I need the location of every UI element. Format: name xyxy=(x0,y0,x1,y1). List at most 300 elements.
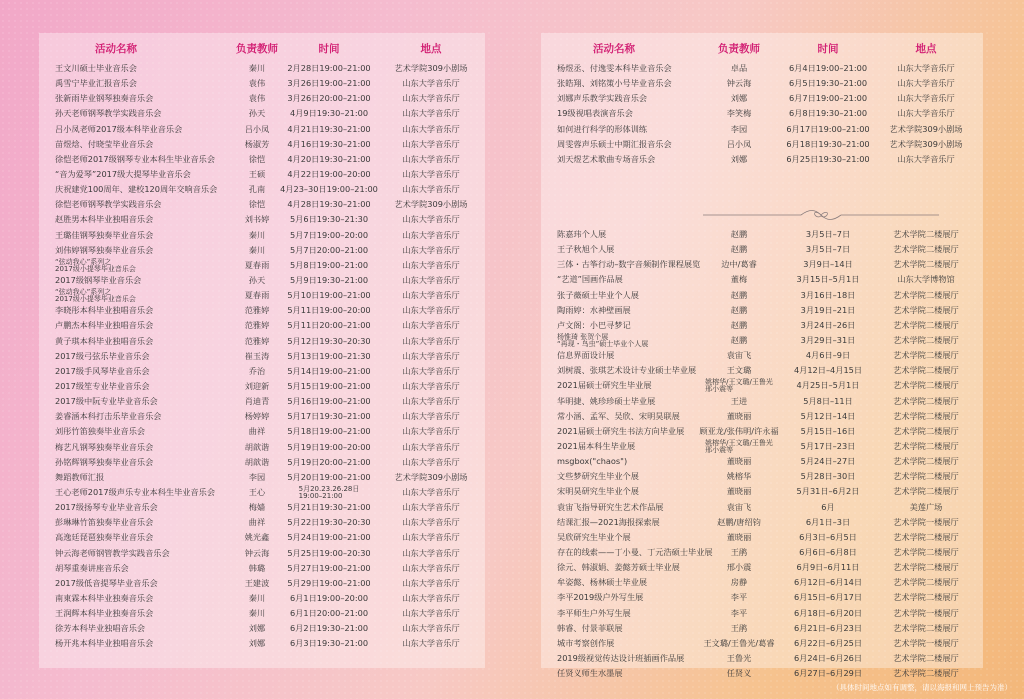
activity-name: “弦动我心”系列之 2017级小提琴毕业音乐会 xyxy=(55,257,136,273)
activity-name: 信息界面设计展 xyxy=(557,350,615,361)
activity-name: 三体・古筝行动–数字音频制作课程展览 xyxy=(557,259,701,270)
teacher: 李笑梅 xyxy=(726,108,752,119)
teacher: 赵鹏 xyxy=(730,334,748,345)
time: 5月24日19:00–21:00 xyxy=(287,532,371,543)
teacher: 王心 xyxy=(248,486,266,497)
time: 5月22日19:30–20:30 xyxy=(287,517,371,528)
activity-name: 杨惟琦 张贺个展 “再现・鸟虫”硕士毕业个人展 xyxy=(557,332,649,348)
teacher: 杨淑芳 xyxy=(244,138,270,149)
teacher: 钟云海 xyxy=(244,547,270,558)
time: 5月10日19:00–21:00 xyxy=(287,290,371,301)
location: 山东大学音乐厅 xyxy=(402,396,460,407)
activity-name: 钟云海老师钢管教学实践音乐会 xyxy=(55,547,170,558)
concert-row xyxy=(39,197,485,212)
exhibition-row xyxy=(541,272,983,287)
activity-name: 文些梦研究生毕业个展 xyxy=(557,471,639,482)
location: 山东大学音乐厅 xyxy=(402,441,460,452)
location: 山东大学音乐厅 xyxy=(402,517,460,528)
teacher: 王文璐 xyxy=(726,365,752,376)
location: 艺术学院二楼展厅 xyxy=(893,425,959,436)
concert-row xyxy=(39,591,485,606)
location: 艺术学院二楼展厅 xyxy=(893,380,959,391)
teacher: 李园 xyxy=(730,123,748,134)
exhibition-row xyxy=(541,454,983,469)
location: 山东大学音乐厅 xyxy=(402,138,460,149)
teacher: 刘迎新 xyxy=(244,380,270,391)
exhibition-row xyxy=(541,394,983,409)
teacher: 钟云海 xyxy=(726,78,752,89)
activity-name: 陶雨婷：水神壁画展 xyxy=(557,304,631,315)
location: 山东大学音乐厅 xyxy=(402,638,460,649)
activity-name: 姜睿涵本科打击乐毕业音乐会 xyxy=(55,411,162,422)
concert-row xyxy=(39,61,485,76)
time: 3月26日19:00–21:00 xyxy=(287,78,371,89)
location: 艺术学院二楼展厅 xyxy=(893,592,959,603)
time: 3月29日–31日 xyxy=(800,334,856,345)
activity-name: 刘天煜艺术歌曲专场音乐会 xyxy=(557,153,656,164)
activity-name: “弦动我心”系列之 2017级小提琴毕业音乐会 xyxy=(55,288,136,304)
teacher: 董晓丽 xyxy=(726,486,752,497)
time: 5月13日19:00–21:30 xyxy=(287,350,371,361)
location: 山东大学博物馆 xyxy=(897,274,955,285)
teacher: 刘娜 xyxy=(730,93,748,104)
time: 6月3日19:30–21:00 xyxy=(289,638,369,649)
location: 艺术学院二楼展厅 xyxy=(893,486,959,497)
time: 6月21日–6月23日 xyxy=(793,622,863,633)
exhibition-row xyxy=(541,257,983,272)
time: 6月1日19:00–20:00 xyxy=(289,592,369,603)
concert-row xyxy=(541,137,983,152)
location: 艺术学院二楼展厅 xyxy=(893,456,959,467)
exhibition-row xyxy=(541,590,983,605)
activity-name: 陈嘉玮个人展 xyxy=(557,229,607,239)
activity-name: 庆祝建党100周年、建校120周年交响音乐会 xyxy=(55,184,218,195)
concert-row xyxy=(39,621,485,636)
exhibition-row xyxy=(541,606,983,621)
activity-name: 徐恺老师钢琴教学实践音乐会 xyxy=(55,199,162,210)
activity-name: 张子薇硕士毕业个人展 xyxy=(557,289,639,300)
location: 艺术学院二楼展厅 xyxy=(893,334,959,345)
teacher: 顾亚龙/张伟明/许永福 xyxy=(699,425,779,436)
time: 6月1日20:00–21:00 xyxy=(289,608,369,619)
location: 山东大学音乐厅 xyxy=(402,608,460,619)
time: 6月24日–6月26日 xyxy=(793,652,863,663)
teacher: 秦川 xyxy=(248,608,266,619)
location: 艺术学院二楼展厅 xyxy=(893,319,959,330)
teacher: 赵鹏 xyxy=(730,244,748,255)
teacher: 赵鹏 xyxy=(730,319,748,330)
teacher: 王文璐/王鲁光/葛睿 xyxy=(703,637,775,648)
location: 艺术学院二楼展厅 xyxy=(893,259,959,270)
teacher: 董晓丽 xyxy=(726,456,752,467)
time: 5月7日20:00–21:00 xyxy=(289,244,369,255)
activity-name: 任贤义师生水墨展 xyxy=(557,668,623,679)
activity-name: 2017级扬琴专业毕业音乐会 xyxy=(55,502,158,513)
activity-name: 刘伟婷钢琴独奏毕业音乐会 xyxy=(55,244,154,255)
time: 5月16日19:00–21:00 xyxy=(287,396,371,407)
activity-name: 如何进行科学的形体训练 xyxy=(557,123,648,134)
activity-name: 吴欣研究生毕业个展 xyxy=(557,531,631,542)
location: 山东大学音乐厅 xyxy=(402,305,460,316)
location: 艺术学院二楼展厅 xyxy=(893,577,959,588)
teacher: 赵鹏/唐绍钧 xyxy=(717,516,761,527)
teacher: 王鹃 xyxy=(730,546,748,557)
location: 艺术学院二楼展厅 xyxy=(893,562,959,573)
teacher: 袁伟 xyxy=(248,93,266,104)
activity-name: 舞蹈教师汇报 xyxy=(55,471,105,482)
time: 3月9日–14日 xyxy=(803,259,853,270)
location: 山东大学音乐厅 xyxy=(402,244,460,255)
location: 山东大学音乐厅 xyxy=(402,290,460,301)
concert-row xyxy=(39,122,485,137)
location: 艺术学院二楼展厅 xyxy=(893,622,959,633)
time: 6月5日19:30–21:00 xyxy=(788,78,868,89)
right-exhibition-list xyxy=(541,227,983,681)
activity-name: 李平师生户外写生展 xyxy=(557,607,631,618)
activity-name: 宋明昊研究生毕业个展 xyxy=(557,486,639,497)
location: 艺术学院二楼展厅 xyxy=(893,350,959,361)
concert-row xyxy=(39,485,485,500)
activity-name: 2017级手风琴毕业音乐会 xyxy=(55,365,150,376)
teacher: 刘娜 xyxy=(730,153,748,164)
location: 艺术学院309小剧场 xyxy=(889,123,963,134)
concert-row xyxy=(541,106,983,121)
exhibition-row xyxy=(541,227,983,242)
time: 6月 xyxy=(821,501,835,512)
time: 2月28日19:00–21:00 xyxy=(287,63,371,73)
activity-name: “音为爱琴”2017级大提琴毕业音乐会 xyxy=(55,168,191,179)
time: 5月19日19:00–20:00 xyxy=(287,441,371,452)
activity-name: msgbox("chaos") xyxy=(557,456,628,467)
concert-row xyxy=(39,394,485,409)
time: 6月15日–6月17日 xyxy=(793,592,863,603)
exhibition-row xyxy=(541,484,983,499)
teacher: 徐恺 xyxy=(248,153,266,164)
concert-row xyxy=(39,228,485,243)
teacher: 秦川 xyxy=(248,63,266,73)
activity-name: 华明捷、姚珍珍硕士毕业展 xyxy=(557,395,656,406)
time: 5月14日19:00–21:00 xyxy=(287,365,371,376)
location: 山东大学音乐厅 xyxy=(402,184,460,195)
exhibition-row xyxy=(541,651,983,666)
header-time: 时间 xyxy=(318,43,340,55)
teacher: 刘娜 xyxy=(248,623,266,634)
teacher: 任贤义 xyxy=(726,668,752,679)
teacher: 房静 xyxy=(730,577,748,588)
header-location: 地点 xyxy=(420,43,442,55)
teacher: 董晓丽 xyxy=(726,410,752,421)
time: 4月28日19:30–21:00 xyxy=(287,199,371,210)
concert-row xyxy=(39,530,485,545)
location: 山东大学音乐厅 xyxy=(402,274,460,285)
concert-row xyxy=(39,515,485,530)
header-teacher: 负责教师 xyxy=(236,43,278,55)
time: 6月22日–6月25日 xyxy=(793,637,863,648)
time: 6月18日–6月20日 xyxy=(793,607,863,618)
exhibition-row xyxy=(541,318,983,333)
location: 山东大学音乐厅 xyxy=(402,547,460,558)
time: 4月25日–5月1日 xyxy=(796,380,860,391)
exhibition-row xyxy=(541,530,983,545)
location: 山东大学音乐厅 xyxy=(402,486,460,497)
concert-row xyxy=(39,167,485,182)
exhibition-row xyxy=(541,333,983,348)
activity-name: 2021届硕士研究生书法方向毕业展 xyxy=(557,425,685,436)
concert-row xyxy=(39,500,485,515)
location: 山东大学音乐厅 xyxy=(402,214,460,225)
concert-row xyxy=(39,288,485,303)
header-teacher: 负责教师 xyxy=(718,43,760,55)
teacher: 刘书婷 xyxy=(244,214,270,225)
activity-name: 徐芳本科毕业独唱音乐会 xyxy=(55,623,146,634)
location: 山东大学音乐厅 xyxy=(402,229,460,240)
time: 5月17日–23日 xyxy=(800,440,856,451)
location: 山东大学音乐厅 xyxy=(402,168,460,179)
location: 山东大学音乐厅 xyxy=(402,532,460,543)
time: 6月27日–6月29日 xyxy=(793,668,863,679)
teacher: 乔治 xyxy=(248,365,266,376)
location: 山东大学音乐厅 xyxy=(402,380,460,391)
location: 山东大学音乐厅 xyxy=(402,93,460,104)
location: 山东大学音乐厅 xyxy=(402,411,460,422)
activity-name: 禹雪宁毕业汇报音乐会 xyxy=(55,78,137,89)
time: 6月8日19:30–21:00 xyxy=(788,108,868,119)
concert-row xyxy=(39,606,485,621)
header-activity-name: 活动名称 xyxy=(95,43,137,55)
activity-name: 2017级中阮专业毕业音乐会 xyxy=(55,396,158,407)
location: 山东大学音乐厅 xyxy=(402,153,460,164)
concert-row xyxy=(39,258,485,273)
activity-name: 2017级钢琴毕业音乐会 xyxy=(55,274,142,285)
teacher: 袁宙飞 xyxy=(726,350,752,361)
concert-row xyxy=(541,122,983,137)
activity-name: 2021届本科生毕业展 xyxy=(557,440,636,451)
location: 艺术学院二楼展厅 xyxy=(893,410,959,421)
time: 6月3日–6月5日 xyxy=(799,531,857,542)
exhibition-row xyxy=(541,288,983,303)
right-schedule-panel xyxy=(541,33,983,679)
exhibition-row xyxy=(541,378,983,393)
time: 5月27日19:00–21:00 xyxy=(287,562,371,573)
teacher: 肖迪青 xyxy=(244,396,270,407)
concert-row xyxy=(39,137,485,152)
teacher: 孔南 xyxy=(248,184,266,195)
concert-row xyxy=(541,91,983,106)
time: 5月15日19:00–21:00 xyxy=(287,380,371,391)
header-activity-name: 活动名称 xyxy=(593,43,635,55)
teacher: 范雅婷 xyxy=(244,320,270,331)
location: 山东大学音乐厅 xyxy=(402,350,460,361)
teacher: 赵鹏 xyxy=(730,229,748,239)
activity-name: 2017级弓弦乐毕业音乐会 xyxy=(55,350,150,361)
location: 山东大学音乐厅 xyxy=(402,108,460,119)
location: 艺术学院二楼展厅 xyxy=(893,471,959,482)
teacher: 董晓丽 xyxy=(726,531,752,542)
teacher: 王进 xyxy=(730,395,748,406)
time: 5月19日20:00–21:00 xyxy=(287,456,371,467)
time: 6月17日19:00–21:00 xyxy=(786,123,870,134)
right-header-row xyxy=(541,41,983,57)
activity-name: 王子秋旭个人展 xyxy=(557,244,615,255)
activity-name: 刘彤竹笛独奏毕业音乐会 xyxy=(55,426,146,437)
teacher: 李平 xyxy=(730,607,748,618)
teacher: 范雅婷 xyxy=(244,305,270,316)
location: 艺术学院二楼展厅 xyxy=(893,395,959,406)
location: 艺术学院二楼展厅 xyxy=(893,668,959,679)
activity-name: 张新雨毕业钢琴独奏音乐会 xyxy=(55,93,154,104)
teacher: 夏春雨 xyxy=(244,259,270,270)
activity-name: 牟姿懿、杨林硕士毕业展 xyxy=(557,577,648,588)
time: 6月4日19:00–21:00 xyxy=(788,63,868,73)
time: 5月18日19:00–21:00 xyxy=(287,426,371,437)
exhibition-row xyxy=(541,560,983,575)
teacher: 赵鹏 xyxy=(730,304,748,315)
exhibition-row xyxy=(541,621,983,636)
teacher: 曲祥 xyxy=(248,517,266,528)
time: 4月21日19:30–21:00 xyxy=(287,123,371,134)
activity-name: 城市考察创作展 xyxy=(557,637,615,648)
exhibition-row xyxy=(541,515,983,530)
exhibition-row xyxy=(541,666,983,681)
location: 山东大学音乐厅 xyxy=(402,426,460,437)
location: 山东大学音乐厅 xyxy=(897,63,955,73)
teacher: 秦川 xyxy=(248,592,266,603)
teacher: 姚榕华/王文璐/王鲁光 邢小震等 xyxy=(705,438,773,454)
teacher: 范雅婷 xyxy=(244,335,270,346)
time: 6月7日19:00–21:00 xyxy=(788,93,868,104)
location: 艺术学院一楼展厅 xyxy=(893,516,959,527)
concert-row xyxy=(39,318,485,333)
location: 山东大学音乐厅 xyxy=(402,335,460,346)
activity-name: 李平2019级户外写生展 xyxy=(557,592,644,603)
activity-name: 高逸廷琵琶独奏毕业音乐会 xyxy=(55,532,154,543)
location: 艺术学院309小剧场 xyxy=(394,471,468,482)
teacher: 董梅 xyxy=(730,274,748,285)
time: 3月19日–21日 xyxy=(800,304,856,315)
time: 3月26日20:00–21:00 xyxy=(287,93,371,104)
concert-row xyxy=(39,364,485,379)
time: 5月31日–6月2日 xyxy=(796,486,860,497)
concert-row xyxy=(39,91,485,106)
left-schedule-panel xyxy=(39,33,485,668)
concert-row xyxy=(39,212,485,227)
location: 山东大学音乐厅 xyxy=(897,93,955,104)
time: 5月12日–14日 xyxy=(800,410,856,421)
activity-name: 周雯蓉声乐硕士中期汇报音乐会 xyxy=(557,138,672,149)
exhibition-row xyxy=(541,439,983,454)
time: 5月6日19:30–21:30 xyxy=(289,214,369,225)
time: 5月9日19:30–21:00 xyxy=(289,274,369,285)
time: 3月15日–5月1日 xyxy=(796,274,860,285)
activity-name: 存在的线索——丁小曼、丁元浩硕士毕业展 xyxy=(557,546,713,557)
teacher: 王建波 xyxy=(244,577,270,588)
time: 3月16日–18日 xyxy=(800,289,856,300)
location: 山东大学音乐厅 xyxy=(897,78,955,89)
time: 4月23–30日19:00–21:00 xyxy=(280,184,378,195)
concert-row xyxy=(39,303,485,318)
concert-row xyxy=(39,152,485,167)
teacher: 孙天 xyxy=(248,108,266,119)
activity-name: 2021届硕士研究生毕业展 xyxy=(557,380,652,391)
location: 山东大学音乐厅 xyxy=(897,153,955,164)
activity-name: 杨煜丞、付逸雯本科毕业音乐会 xyxy=(557,63,672,73)
time: 3月5日–7日 xyxy=(805,244,851,255)
teacher: 赵鹏 xyxy=(730,289,748,300)
teacher: 徐恺 xyxy=(248,199,266,210)
exhibition-row xyxy=(541,500,983,515)
teacher: 边中/葛睿 xyxy=(721,259,757,270)
exhibition-row xyxy=(541,636,983,651)
activity-name: 梅艺凡钢琴独奏毕业音乐会 xyxy=(55,441,154,452)
teacher: 卓品 xyxy=(730,63,748,73)
concert-row xyxy=(39,455,485,470)
activity-name: 韩睿、付景菲联展 xyxy=(557,622,623,633)
time: 6月12日–6月14日 xyxy=(793,577,863,588)
concert-row xyxy=(39,561,485,576)
time: 5月29日19:00–21:00 xyxy=(287,577,371,588)
teacher: 曲祥 xyxy=(248,426,266,437)
time: 5月7日19:00–20:00 xyxy=(289,229,369,240)
teacher: 胡歆谐 xyxy=(244,441,270,452)
time: 4月22日19:00–20:00 xyxy=(287,168,371,179)
activity-name: 徐元、韩淑娟、姜懿芳硕士毕业展 xyxy=(557,562,680,573)
activity-name: 苗煜焓、付晓莹毕业音乐会 xyxy=(55,138,154,149)
location: 艺术学院二楼展厅 xyxy=(893,365,959,376)
concert-row xyxy=(39,273,485,288)
activity-name: 彭琳琳竹笛独奏毕业音乐会 xyxy=(55,517,154,528)
location: 山东大学音乐厅 xyxy=(402,78,460,89)
time: 5月28日–30日 xyxy=(800,471,856,482)
time: 3月5日–7日 xyxy=(805,229,851,239)
activity-name: 王文川硕士毕业音乐会 xyxy=(55,63,137,73)
teacher: 吕小凤 xyxy=(244,123,270,134)
activity-name: 常小涵、孟军、吴欣、宋明昊联展 xyxy=(557,410,680,421)
location: 山东大学音乐厅 xyxy=(897,108,955,119)
concert-row xyxy=(39,334,485,349)
teacher: 梅嫱 xyxy=(248,502,266,513)
time: 5月21日19:30–21:00 xyxy=(287,502,371,513)
concert-row xyxy=(39,182,485,197)
left-concert-list xyxy=(39,61,485,651)
teacher: 吕小凤 xyxy=(726,138,752,149)
activity-name: 黄子琪本科毕业独唱音乐会 xyxy=(55,335,154,346)
concert-row xyxy=(39,76,485,91)
teacher: 李平 xyxy=(730,592,748,603)
time: 4月12日–4月15日 xyxy=(793,365,863,376)
time: 4月9日19:30–21:00 xyxy=(289,108,369,119)
location: 山东大学音乐厅 xyxy=(402,562,460,573)
teacher: 秦川 xyxy=(248,244,266,255)
location: 艺术学院309小剧场 xyxy=(394,63,468,73)
time: 6月25日19:30–21:00 xyxy=(786,153,870,164)
teacher: 姚榕华/王文璐/王鲁光 邢小震等 xyxy=(705,378,773,394)
left-header-row xyxy=(39,41,485,57)
teacher: 秦川 xyxy=(248,229,266,240)
time: 5月8日19:00–21:00 xyxy=(289,259,369,270)
location: 艺术学院二楼展厅 xyxy=(893,244,959,255)
concert-row xyxy=(39,409,485,424)
activity-name: 吕小凤老师2017级本科毕业音乐会 xyxy=(55,123,183,134)
location: 山东大学音乐厅 xyxy=(402,502,460,513)
location: 山东大学音乐厅 xyxy=(402,623,460,634)
teacher: 袁伟 xyxy=(248,78,266,89)
teacher: 姚榕华 xyxy=(726,471,752,482)
teacher: 邢小震 xyxy=(726,562,752,573)
activity-name: 王璐佳钢琴独奏毕业音乐会 xyxy=(55,229,154,240)
location: 山东大学音乐厅 xyxy=(402,259,460,270)
location: 艺术学院二楼展厅 xyxy=(893,652,959,663)
concert-row xyxy=(39,636,485,651)
